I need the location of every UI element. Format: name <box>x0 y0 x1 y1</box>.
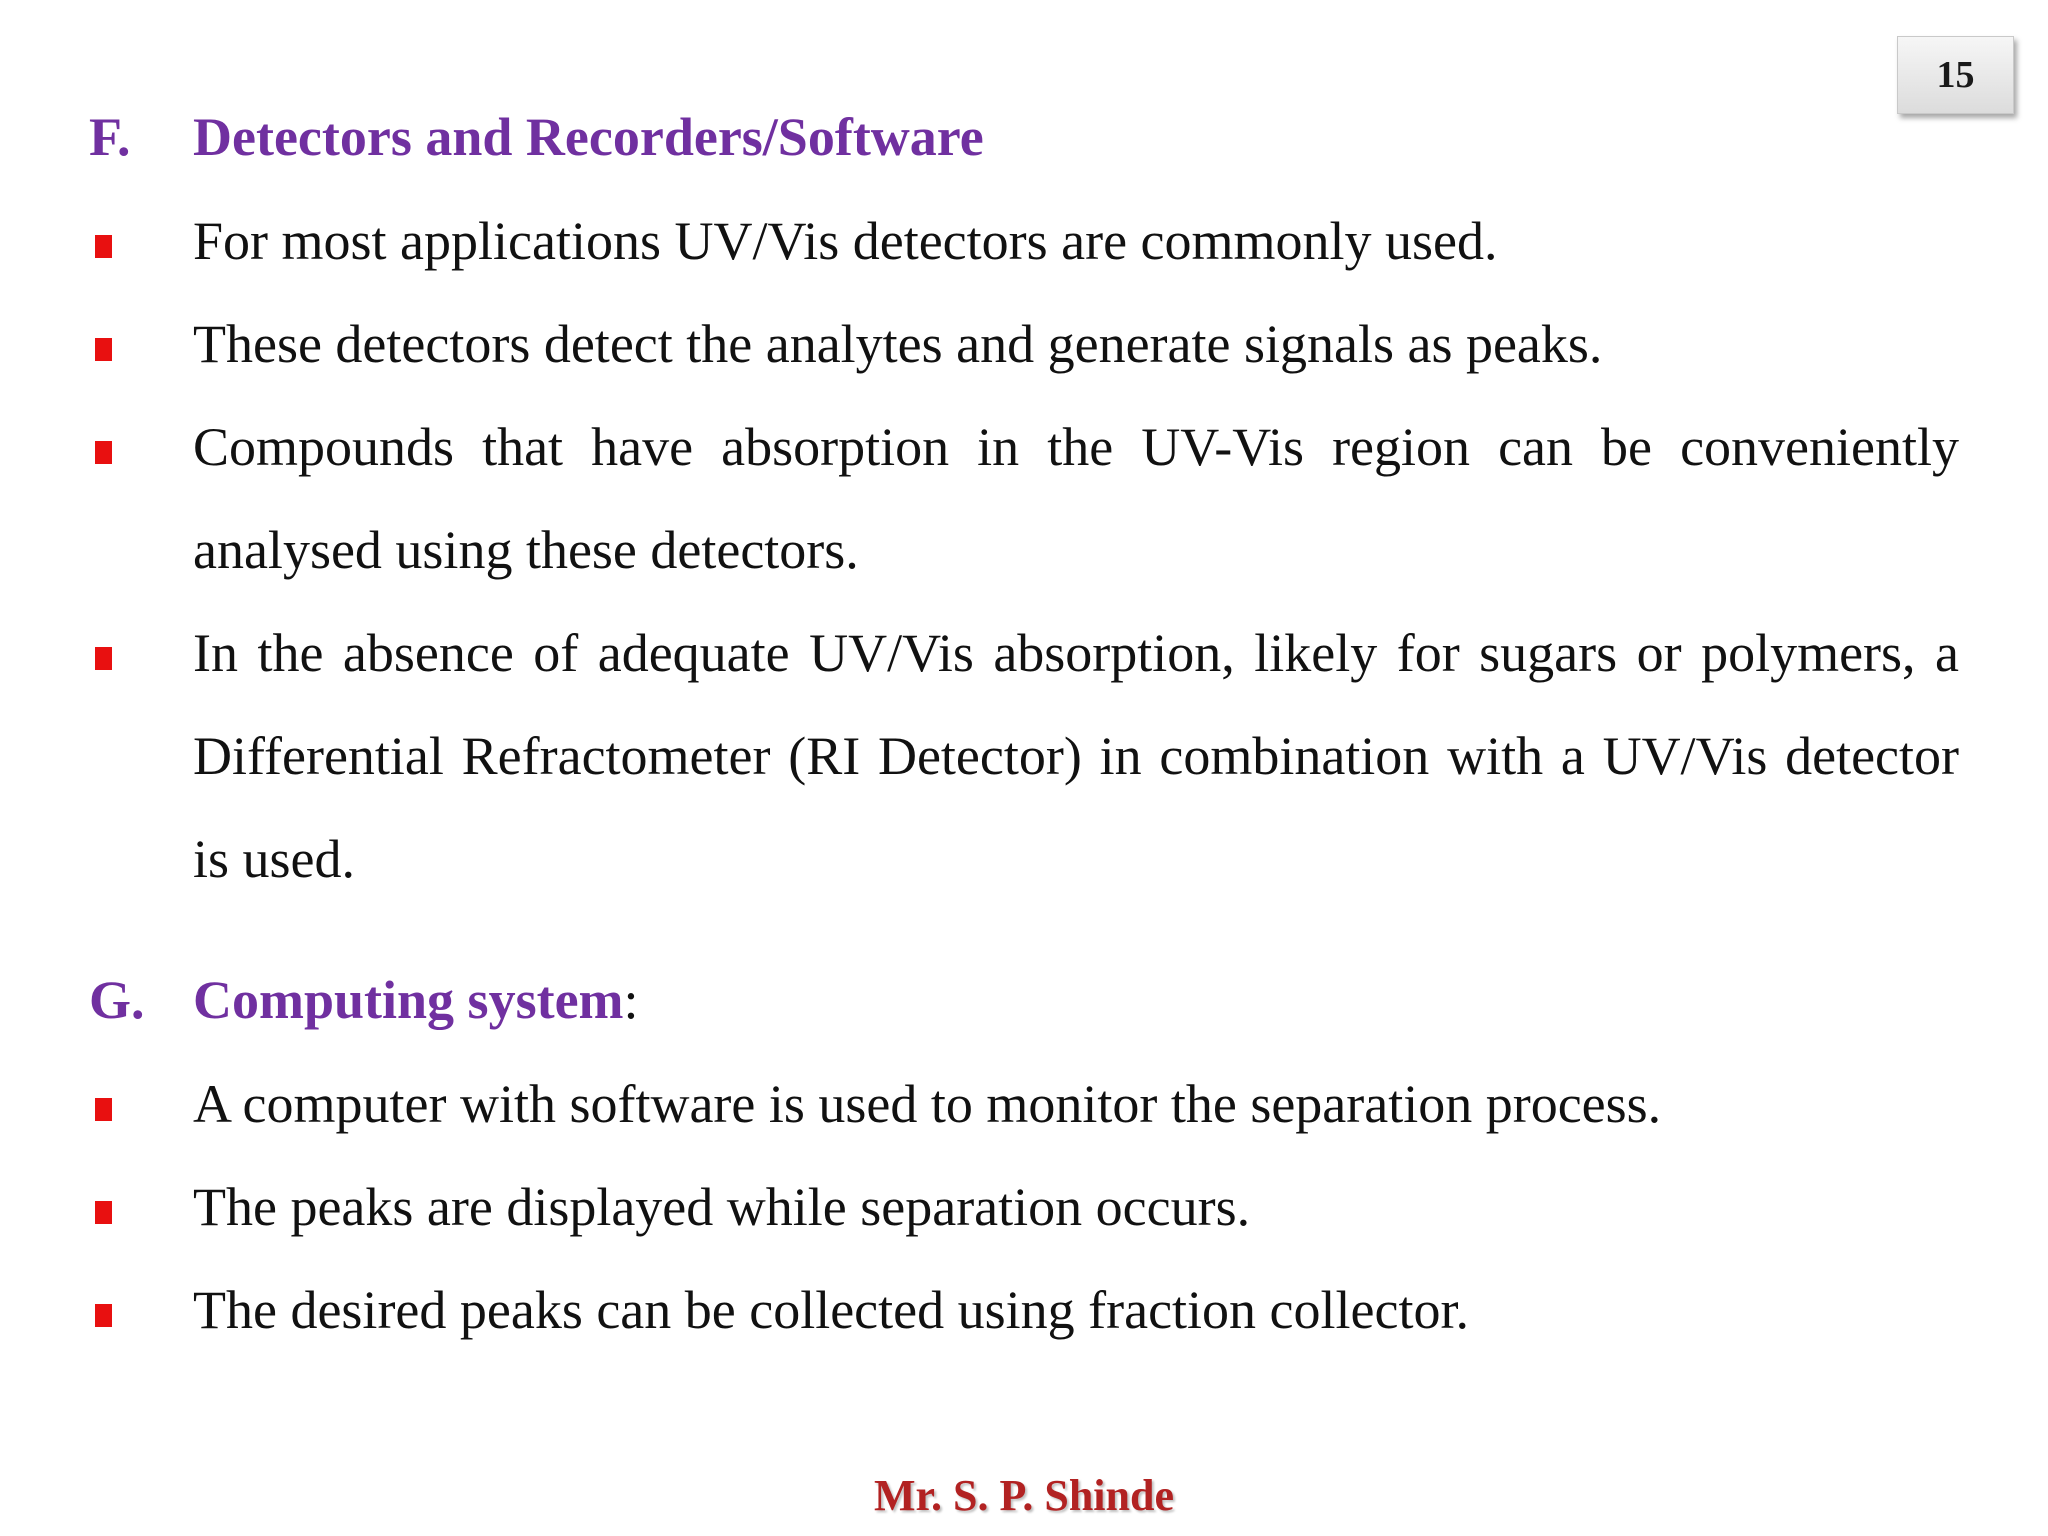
bullet-square-icon <box>95 441 112 464</box>
section-f-heading <box>89 107 984 167</box>
section-g-title: Computing system <box>193 970 624 1030</box>
bullet-square-icon <box>95 647 112 670</box>
bullet-square-icon <box>95 1098 112 1121</box>
section-g-suffix: : <box>623 970 639 1030</box>
bullet-square-icon <box>95 1304 112 1327</box>
bullet-square-icon <box>95 235 112 258</box>
section-g-heading <box>89 970 639 1030</box>
bullet-text: For most applications UV/Vis detectors are commonly used. <box>193 211 1498 271</box>
bullet-text: The desired peaks can be collected using fraction collector. <box>193 1280 1469 1340</box>
bullet-square-icon <box>95 1201 112 1224</box>
section-f-letter: F. <box>89 107 131 167</box>
bullet-text: Compounds that have absorption in the UV-Vis region can be conveniently analysed using these detectors. <box>193 417 1959 580</box>
bullet-text: These detectors detect the analytes and generate signals as peaks. <box>193 314 1603 374</box>
bullet-text: The peaks are displayed while separation occurs. <box>193 1177 1251 1237</box>
page-number-badge: 15 <box>1897 36 2014 114</box>
section-f-title: Detectors and Recorders/Software <box>193 107 984 167</box>
section-g-letter: G. <box>89 970 145 1030</box>
bullet-text: In the absence of adequate UV/Vis absorption, likely for sugars or polymers, a Differential Refractometer (RI Detector) in combination with a UV/Vis detector is used. <box>193 623 1959 889</box>
bullet-text: A computer with software is used to monitor the separation process. <box>193 1074 1662 1134</box>
bullet-square-icon <box>95 338 112 361</box>
author-footer: Mr. S. P. Shinde <box>874 1471 1174 1520</box>
